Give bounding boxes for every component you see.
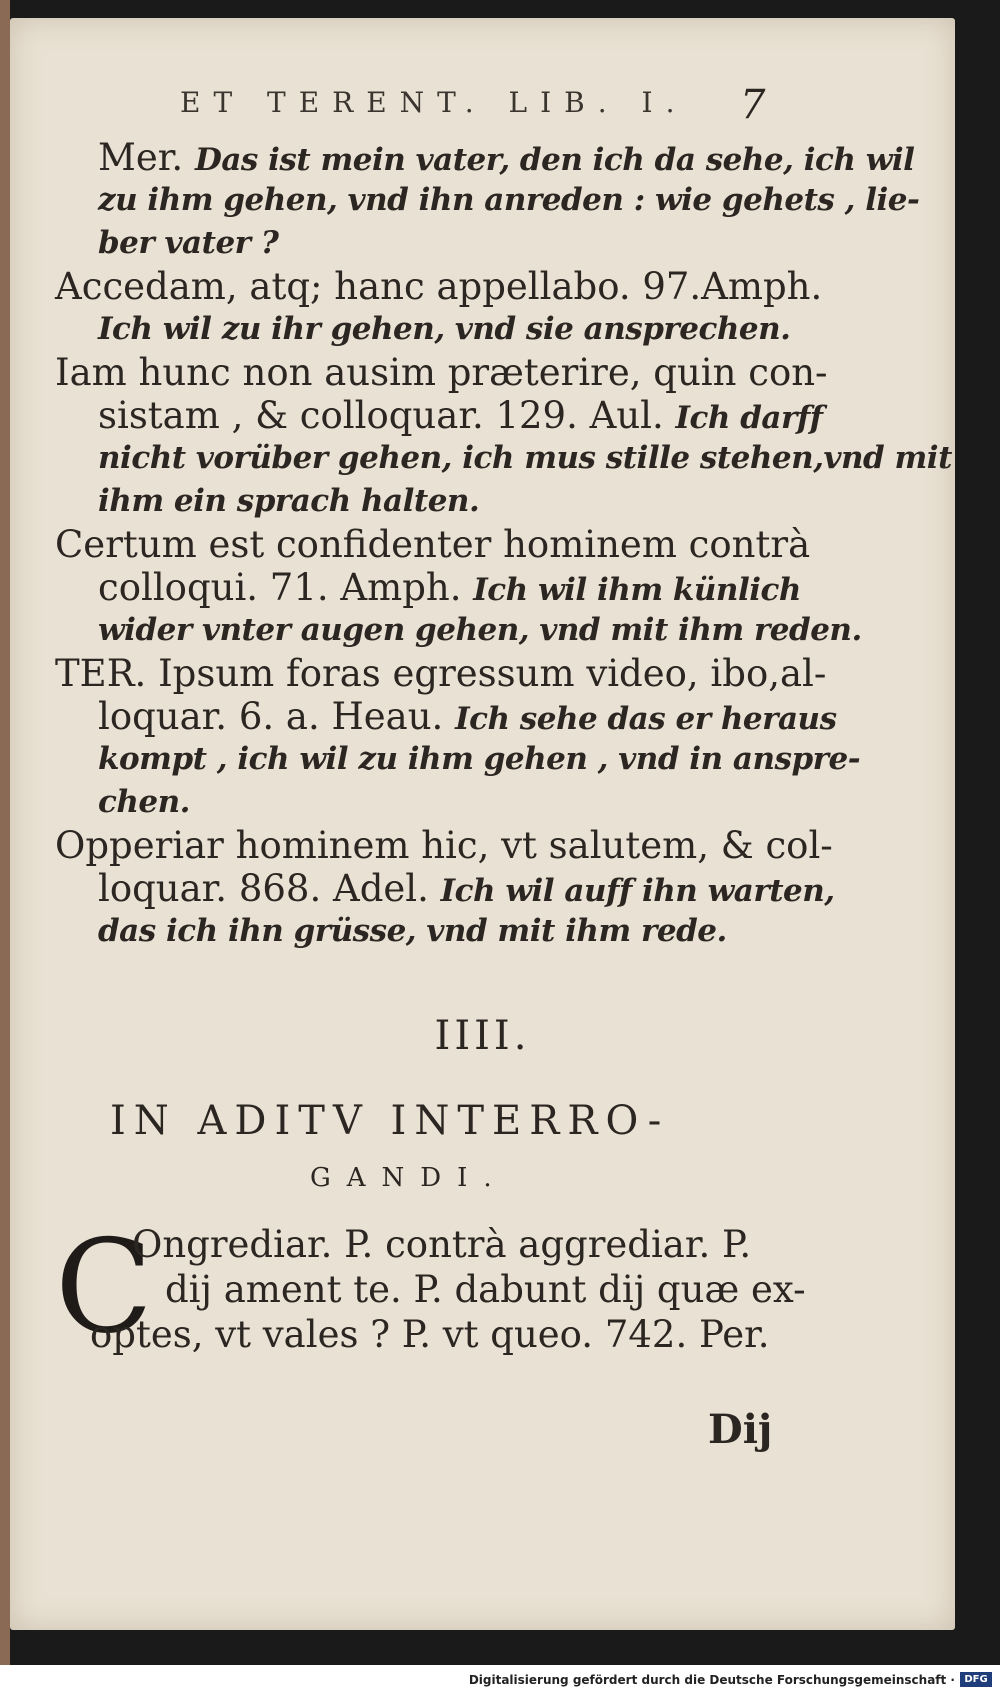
german-text: Ich sehe das er heraus xyxy=(455,701,837,737)
text-line xyxy=(55,136,915,179)
book-page xyxy=(10,18,955,1630)
running-head: ET TERENT. LIB. I. xyxy=(180,86,688,119)
book-edge xyxy=(0,0,10,1691)
paragraph-line: Ongrediar. P. contrà aggrediar. P. xyxy=(132,1223,752,1266)
german-text: Ich wil ihm künlich xyxy=(473,572,801,608)
german-line: wider vnter augen gehen, vnd mit ihm reden. xyxy=(98,612,862,648)
german-line: Ich wil zu ihr gehen, vnd sie ansprechen. xyxy=(98,311,791,347)
latin-line: Iam hunc non ausim præterire, quin con- xyxy=(55,351,828,394)
german-line: zu ihm gehen, vnd ihn anreden : wie gehets , lie- xyxy=(98,182,920,218)
text-line xyxy=(55,566,801,609)
latin-text: loquar. 6. a. Heau. xyxy=(98,695,444,738)
paragraph-line: dij ament te. P. dabunt dij quæ ex- xyxy=(165,1268,806,1311)
german-line: das ich ihn grüsse, vnd mit ihm rede. xyxy=(98,913,727,949)
drop-cap: C xyxy=(55,1213,153,1362)
text-line xyxy=(55,394,823,437)
paragraph-line: optes, vt vales ? P. vt queo. 742. Per. xyxy=(90,1313,770,1356)
german-line: kompt , ich wil zu ihm gehen , vnd in anspre- xyxy=(98,741,861,777)
funding-credit: Digitalisierung gefördert durch die Deutsche Forschungsgemeinschaft · xyxy=(468,1673,955,1687)
latin-text: Mer. xyxy=(98,136,184,179)
latin-text: colloqui. 71. Amph. xyxy=(98,566,462,609)
dfg-logo: DFG xyxy=(960,1672,992,1687)
german-line: ihm ein sprach halten. xyxy=(98,483,480,519)
german-text: Ich darff xyxy=(675,400,823,436)
text-line xyxy=(55,867,835,910)
section-numeral: IIII. xyxy=(434,1013,531,1059)
latin-line: Certum est confidenter hominem contrà xyxy=(55,523,811,566)
text-line xyxy=(55,695,837,738)
latin-line: Accedam, atq; hanc appellabo. 97.Amph. xyxy=(55,265,823,308)
footer-bar xyxy=(0,1665,1000,1691)
german-line: ber vater ? xyxy=(98,225,279,261)
entry-text-block xyxy=(55,136,952,953)
catchword: Dij xyxy=(708,1406,773,1453)
latin-text: sistam , & colloquar. 129. Aul. xyxy=(98,394,664,437)
latin-text: loquar. 868. Adel. xyxy=(98,867,429,910)
german-text: Das ist mein vater, den ich da sehe, ich wil xyxy=(194,142,915,178)
section-heading-continued: GANDI. xyxy=(310,1163,508,1193)
latin-line: Opperiar hominem hic, vt salutem, & col- xyxy=(55,824,833,867)
section-heading: IN ADITV INTERRO- xyxy=(110,1098,670,1144)
page-number: 7 xyxy=(740,82,766,128)
german-line: chen. xyxy=(98,784,190,820)
german-text: Ich wil auff ihn warten, xyxy=(440,873,835,909)
german-line: nicht vorüber gehen, ich mus stille stehen,vnd mit xyxy=(98,440,952,476)
latin-line: TER. Ipsum foras egressum video, ibo,al- xyxy=(55,652,827,695)
